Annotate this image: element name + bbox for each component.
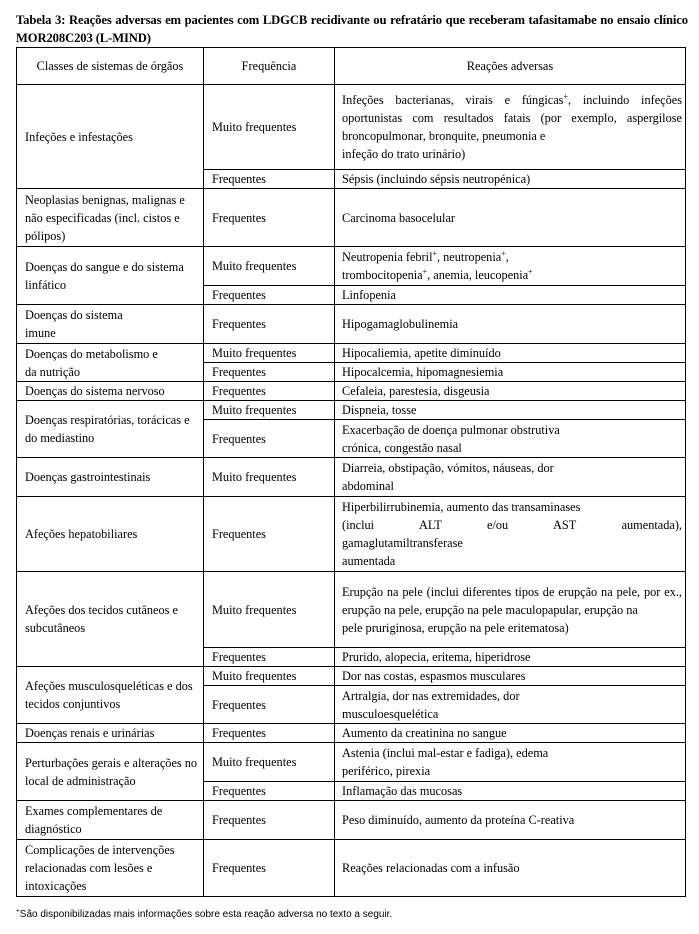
frequency-cell: Muito frequentes [204,667,335,686]
table-footnote: +São disponibilizadas mais informações sobre esta reação adversa no texto a seguir. [16,907,393,920]
reaction-cell: Dor nas costas, espasmos musculares [335,667,686,686]
reaction-line: trombocitopenia+, anemia, leucopenia+ [342,266,533,282]
reaction-cell: Dispneia, tosse [335,401,686,420]
reaction-cell [335,85,686,170]
footnote-marker: + [563,91,568,101]
reaction-cell: Hipocalcemia, hipomagnesiemia [335,363,686,382]
frequency-cell: Frequentes [204,305,335,344]
table-row [17,724,686,743]
frequency-cell: Muito frequentes [204,458,335,497]
reaction-line: Erupção na pele (inclui diferentes tipos de erupção na pele, por ex., erupção na pele, erupção na pele maculopapular, erupção na [342,584,682,617]
header-soc: Classes de sistemas de órgãos [17,48,204,85]
reaction-line: gamaglutamiltransferase [342,536,463,550]
frequency-cell: Frequentes [204,497,335,572]
reaction-line: musculoesquelética [342,706,439,721]
reaction-cell: Sépsis (incluindo sépsis neutropénica) [335,170,686,189]
reaction-cell: Linfopenia [335,286,686,305]
soc-cell: Doenças do sangue e do sistema linfático [17,247,204,305]
frequency-cell: Frequentes [204,189,335,247]
reaction-cell [335,497,686,572]
soc-cell: Doenças renais e urinárias [17,724,204,743]
reaction-cell: Inflamação das mucosas [335,782,686,801]
soc-cell: Complicações de intervenções relacionadas com lesões e intoxicações [17,840,204,897]
frequency-cell: Muito frequentes [204,572,335,648]
footnote-marker: + [528,266,533,276]
soc-cell: Doenças respiratórias, torácicas e do mediastino [17,401,204,458]
table-row [17,247,686,286]
table-row [17,840,686,897]
frequency-cell: Frequentes [204,286,335,305]
header-frequency: Frequência [204,48,335,85]
frequency-cell: Frequentes [204,170,335,189]
soc-line: imune [25,326,56,340]
table-header-row [17,48,686,85]
reaction-cell: Reações relacionadas com a infusão [335,840,686,897]
frequency-cell: Frequentes [204,724,335,743]
reaction-cell [335,572,686,648]
frequency-cell: Frequentes [204,382,335,401]
table-row [17,401,686,420]
table-row [17,667,686,686]
footnote-marker: + [422,266,428,276]
reaction-line: aumentada [342,554,396,568]
reaction-cell: Prurido, alopecia, eritema, hiperidrose [335,648,686,667]
soc-cell: Afeções musculosqueléticas e dos tecidos conjuntivos [17,667,204,724]
reaction-cell [335,743,686,782]
frequency-cell: Frequentes [204,363,335,382]
table-row [17,743,686,782]
soc-line: Doenças do sistema [25,308,123,322]
reaction-cell: Aumento da creatinina no sangue [335,724,686,743]
reaction-cell: Hipocaliemia, apetite diminuído [335,344,686,363]
table-row [17,85,686,170]
reaction-line: Neutropenia febril+, neutropenia+, [342,248,509,264]
header-reactions: Reações adversas [335,48,686,85]
reaction-line: Artralgia, dor nas extremidades, dor [342,688,520,703]
soc-cell: Afeções dos tecidos cutâneos e subcutâneos [17,572,204,667]
frequency-cell: Muito frequentes [204,401,335,420]
reaction-cell [335,458,686,497]
soc-cell: Exames complementares de diagnóstico [17,801,204,840]
soc-cell [17,305,204,344]
reaction-line: Exacerbação de doença pulmonar obstrutiva [342,422,560,437]
table-row [17,344,686,363]
frequency-cell: Muito frequentes [204,85,335,170]
footnote-marker: + [16,907,20,915]
frequency-cell: Muito frequentes [204,247,335,286]
frequency-cell: Frequentes [204,782,335,801]
soc-cell: Afeções hepatobiliares [17,497,204,572]
frequency-cell: Muito frequentes [204,344,335,363]
reaction-cell: Peso diminuído, aumento da proteína C-reativa [335,801,686,840]
frequency-cell: Frequentes [204,648,335,667]
frequency-cell: Frequentes [204,420,335,458]
table-caption: Tabela 3: Reações adversas em pacientes com LDGCB recidivante ou refratário que receberam tafasitamabe no ensaio clínico MOR208C203 (L-MIND) [16,13,688,45]
reaction-line: crónica, congestão nasal [342,440,462,455]
soc-line: da nutrição [25,364,80,379]
table-row [17,458,686,497]
soc-cell: Perturbações gerais e alterações no local de administração [17,743,204,801]
table-row [17,305,686,344]
table-row [17,572,686,648]
reaction-cell [335,420,686,458]
soc-cell: Neoplasias benignas, malignas e não especificadas (incl. cistos e pólipos) [17,189,204,247]
reaction-cell: Cefaleia, parestesia, disgeusia [335,382,686,401]
reaction-line: infeção do trato urinário) [342,147,466,161]
frequency-cell: Muito frequentes [204,743,335,782]
reaction-line: Hiperbilirrubinemia, aumento das transaminases [342,500,581,514]
footnote-marker: + [432,248,437,258]
reaction-line: periférico, pirexia [342,764,431,778]
reaction-cell: Hipogamaglobulinemia [335,305,686,344]
reaction-line: Astenia (inclui mal-estar e fadiga), edema [342,746,549,760]
reaction-line: (inclui ALT e/ou AST aumentada), [342,518,682,532]
soc-line: Doenças do metabolismo e [25,346,158,361]
reaction-cell [335,686,686,724]
reaction-line: abdominal [342,479,394,493]
table-row [17,382,686,401]
reaction-cell: Carcinoma basocelular [335,189,686,247]
footnote-marker: + [501,248,506,258]
frequency-cell: Frequentes [204,840,335,897]
reaction-line: Diarreia, obstipação, vómitos, náuseas, dor [342,461,554,475]
reaction-line: Infeções bacterianas, virais e fúngicas+, incluindo infeções oportunistas com resultados fatais (por exemplo, aspergilose broncopulmonar, bronquite, pneumonia e [342,91,682,143]
soc-cell: Infeções e infestações [17,85,204,189]
soc-cell: Doenças do sistema nervoso [17,382,204,401]
frequency-cell: Frequentes [204,686,335,724]
soc-cell: Doenças gastrointestinais [17,458,204,497]
soc-cell [17,344,204,382]
reaction-line: pele pruriginosa, erupção na pele eritematosa) [342,620,569,635]
adverse-reactions-table [16,47,686,897]
reaction-cell [335,247,686,286]
frequency-cell: Frequentes [204,801,335,840]
table-row [17,801,686,840]
table-row [17,497,686,572]
table-row [17,189,686,247]
